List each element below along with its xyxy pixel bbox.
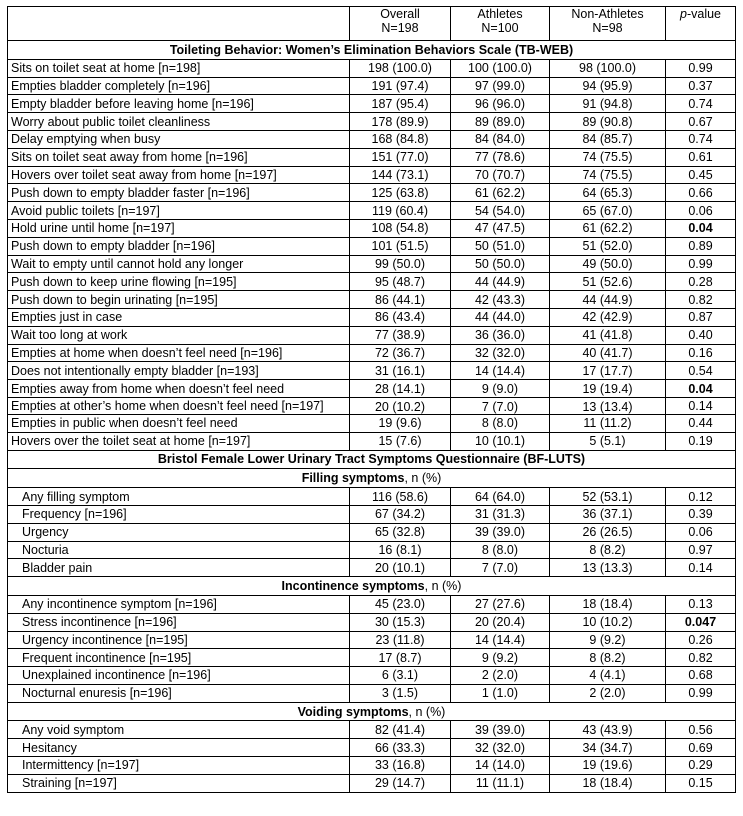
- table-row: [8, 273, 736, 291]
- athletes-value: 96 (96.0): [451, 95, 550, 113]
- subsection-title-unit: , n (%): [424, 579, 462, 593]
- overall-value: 116 (58.6): [350, 488, 451, 506]
- p-value: 0.19: [666, 432, 736, 450]
- row-label: Sits on toilet seat at home [n=198]: [8, 59, 350, 77]
- section-title: Toileting Behavior: Women’s Elimination Behaviors Scale (TB-WEB): [8, 41, 736, 60]
- results-table: [7, 6, 736, 793]
- overall-value: 20 (10.2): [350, 397, 451, 414]
- row-label: Push down to keep urine flowing [n=195]: [8, 273, 350, 291]
- table-row: [8, 414, 736, 432]
- p-value: 0.74: [666, 130, 736, 148]
- athletes-value: 8 (8.0): [451, 414, 550, 432]
- row-label: Worry about public toilet cleanliness: [8, 113, 350, 131]
- nonathletes-value: 65 (67.0): [550, 202, 666, 220]
- p-value: 0.14: [666, 397, 736, 414]
- p-value: 0.04: [666, 219, 736, 237]
- athletes-value: 9 (9.2): [451, 649, 550, 667]
- nonathletes-value: 4 (4.1): [550, 667, 666, 685]
- header-overall: Overall N=198: [350, 7, 451, 41]
- row-label: Sits on toilet seat away from home [n=196]: [8, 148, 350, 166]
- p-value: 0.16: [666, 344, 736, 362]
- p-value: 0.39: [666, 505, 736, 523]
- row-label: Nocturnal enuresis [n=196]: [8, 684, 350, 702]
- athletes-value: 9 (9.0): [451, 380, 550, 398]
- p-value: 0.06: [666, 202, 736, 220]
- overall-value: 125 (63.8): [350, 184, 451, 202]
- nonathletes-value: 8 (8.2): [550, 541, 666, 559]
- nonathletes-value: 10 (10.2): [550, 613, 666, 631]
- overall-value: 108 (54.8): [350, 219, 451, 237]
- overall-value: 19 (9.6): [350, 414, 451, 432]
- p-value: 0.12: [666, 488, 736, 506]
- overall-value: 33 (16.8): [350, 757, 451, 775]
- row-label: Nocturia: [8, 541, 350, 559]
- nonathletes-value: 40 (41.7): [550, 344, 666, 362]
- p-value: 0.047: [666, 613, 736, 631]
- p-value: 0.67: [666, 113, 736, 131]
- nonathletes-value: 19 (19.4): [550, 380, 666, 398]
- table-row: [8, 684, 736, 702]
- table-row: [8, 721, 736, 739]
- subsection-title-bold: Filling symptoms: [301, 471, 405, 486]
- row-label: Intermittency [n=197]: [8, 757, 350, 775]
- row-label: Urgency incontinence [n=195]: [8, 631, 350, 649]
- header-pvalue: p-value: [666, 7, 736, 41]
- overall-value: 82 (41.4): [350, 721, 451, 739]
- p-value: 0.82: [666, 649, 736, 667]
- subsection-title-unit: , n (%): [404, 471, 442, 486]
- p-value: 0.89: [666, 237, 736, 255]
- athletes-value: 44 (44.0): [451, 308, 550, 326]
- overall-value: 30 (15.3): [350, 613, 451, 631]
- p-value: 0.13: [666, 595, 736, 613]
- subsection-title: [8, 577, 736, 596]
- table-row: [8, 397, 736, 414]
- nonathletes-value: 5 (5.1): [550, 432, 666, 450]
- row-label: Any filling symptom: [8, 488, 350, 506]
- overall-value: 20 (10.1): [350, 559, 451, 577]
- p-value: 0.99: [666, 684, 736, 702]
- nonathletes-value: 74 (75.5): [550, 148, 666, 166]
- table-row: [8, 667, 736, 685]
- p-value: 0.40: [666, 326, 736, 344]
- nonathletes-value: 34 (34.7): [550, 739, 666, 757]
- row-label: Hovers over toilet seat away from home [n=197]: [8, 166, 350, 184]
- nonathletes-value: 8 (8.2): [550, 649, 666, 667]
- row-label: Avoid public toilets [n=197]: [8, 202, 350, 220]
- athletes-value: 10 (10.1): [451, 432, 550, 450]
- p-value: 0.99: [666, 59, 736, 77]
- athletes-value: 61 (62.2): [451, 184, 550, 202]
- overall-value: 77 (38.9): [350, 326, 451, 344]
- p-value: 0.74: [666, 95, 736, 113]
- table-row: [8, 505, 736, 523]
- overall-value: 29 (14.7): [350, 774, 451, 792]
- p-value: 0.87: [666, 308, 736, 326]
- athletes-value: 84 (84.0): [451, 130, 550, 148]
- row-label: Empties away from home when doesn’t feel need: [8, 380, 350, 398]
- row-label: Push down to begin urinating [n=195]: [8, 291, 350, 309]
- p-value: 0.61: [666, 148, 736, 166]
- overall-value: 101 (51.5): [350, 237, 451, 255]
- athletes-value: 14 (14.4): [451, 631, 550, 649]
- row-label: Hold urine until home [n=197]: [8, 219, 350, 237]
- table-row: [8, 148, 736, 166]
- p-value: 0.26: [666, 631, 736, 649]
- row-label: Empties in public when doesn’t feel need: [8, 414, 350, 432]
- table-row: [8, 595, 736, 613]
- table-row: [8, 559, 736, 577]
- subsection-header-row: [8, 577, 736, 596]
- nonathletes-value: 36 (37.1): [550, 505, 666, 523]
- p-value: 0.37: [666, 77, 736, 95]
- p-value: 0.44: [666, 414, 736, 432]
- table-row: [8, 739, 736, 757]
- row-label: Empty bladder before leaving home [n=196]: [8, 95, 350, 113]
- athletes-value: 47 (47.5): [451, 219, 550, 237]
- p-value: 0.28: [666, 273, 736, 291]
- nonathletes-value: 13 (13.3): [550, 559, 666, 577]
- nonathletes-value: 98 (100.0): [550, 59, 666, 77]
- overall-value: 198 (100.0): [350, 59, 451, 77]
- p-value: 0.97: [666, 541, 736, 559]
- table-row: [8, 59, 736, 77]
- table-row: [8, 219, 736, 237]
- athletes-value: 64 (64.0): [451, 488, 550, 506]
- table-row: [8, 184, 736, 202]
- overall-value: 95 (48.7): [350, 273, 451, 291]
- table-row: [8, 291, 736, 309]
- row-label: Stress incontinence [n=196]: [8, 613, 350, 631]
- subsection-header-row: [8, 469, 736, 488]
- p-value: 0.06: [666, 523, 736, 541]
- athletes-value: 44 (44.9): [451, 273, 550, 291]
- overall-value: 99 (50.0): [350, 255, 451, 273]
- nonathletes-value: 2 (2.0): [550, 684, 666, 702]
- p-value: 0.54: [666, 362, 736, 380]
- subsection-title: [8, 469, 736, 488]
- row-label: Bladder pain: [8, 559, 350, 577]
- overall-value: 72 (36.7): [350, 344, 451, 362]
- overall-value: 144 (73.1): [350, 166, 451, 184]
- row-label: Push down to empty bladder [n=196]: [8, 237, 350, 255]
- overall-value: 65 (32.8): [350, 523, 451, 541]
- section-header-row: [8, 41, 736, 60]
- nonathletes-value: 43 (43.9): [550, 721, 666, 739]
- table-row: [8, 541, 736, 559]
- overall-value: 66 (33.3): [350, 739, 451, 757]
- nonathletes-value: 84 (85.7): [550, 130, 666, 148]
- overall-value: 86 (44.1): [350, 291, 451, 309]
- header-label-cell: [8, 7, 350, 41]
- nonathletes-value: 91 (94.8): [550, 95, 666, 113]
- p-value: 0.99: [666, 255, 736, 273]
- row-label: Frequent incontinence [n=195]: [8, 649, 350, 667]
- table-row: [8, 237, 736, 255]
- overall-value: 6 (3.1): [350, 667, 451, 685]
- subsection-title: [8, 702, 736, 721]
- p-value: 0.29: [666, 757, 736, 775]
- p-value: 0.68: [666, 667, 736, 685]
- athletes-value: 36 (36.0): [451, 326, 550, 344]
- table-row: [8, 362, 736, 380]
- overall-value: 187 (95.4): [350, 95, 451, 113]
- table-row: [8, 488, 736, 506]
- table-row: [8, 757, 736, 775]
- athletes-value: 32 (32.0): [451, 344, 550, 362]
- table-row: [8, 255, 736, 273]
- table-row: [8, 344, 736, 362]
- overall-value: 168 (84.8): [350, 130, 451, 148]
- table-row: [8, 432, 736, 450]
- subsection-title-unit: , n (%): [408, 704, 446, 719]
- table-body: [8, 41, 736, 793]
- athletes-value: 7 (7.0): [451, 559, 550, 577]
- athletes-value: 50 (51.0): [451, 237, 550, 255]
- nonathletes-value: 42 (42.9): [550, 308, 666, 326]
- row-label: Any incontinence symptom [n=196]: [8, 595, 350, 613]
- overall-value: 67 (34.2): [350, 505, 451, 523]
- table-row: [8, 77, 736, 95]
- overall-value: 191 (97.4): [350, 77, 451, 95]
- nonathletes-value: 11 (11.2): [550, 414, 666, 432]
- p-value: 0.56: [666, 721, 736, 739]
- subsection-title-bold: Incontinence symptoms: [281, 579, 425, 593]
- athletes-value: 8 (8.0): [451, 541, 550, 559]
- header-nonathletes: Non-Athletes N=98: [550, 7, 666, 41]
- athletes-value: 14 (14.0): [451, 757, 550, 775]
- athletes-value: 100 (100.0): [451, 59, 550, 77]
- overall-value: 119 (60.4): [350, 202, 451, 220]
- table-row: [8, 631, 736, 649]
- row-label: Empties at home when doesn’t feel need [n=196]: [8, 344, 350, 362]
- nonathletes-value: 51 (52.0): [550, 237, 666, 255]
- nonathletes-value: 52 (53.1): [550, 488, 666, 506]
- athletes-value: 32 (32.0): [451, 739, 550, 757]
- overall-value: 151 (77.0): [350, 148, 451, 166]
- row-label: Urgency: [8, 523, 350, 541]
- table-row: [8, 166, 736, 184]
- nonathletes-value: 89 (90.8): [550, 113, 666, 131]
- table-row: [8, 113, 736, 131]
- p-value: 0.14: [666, 559, 736, 577]
- row-label: Push down to empty bladder faster [n=196]: [8, 184, 350, 202]
- subsection-title-bold: Voiding symptoms: [297, 704, 409, 719]
- p-value: 0.15: [666, 774, 736, 792]
- table-row: [8, 202, 736, 220]
- overall-value: 86 (43.4): [350, 308, 451, 326]
- overall-value: 17 (8.7): [350, 649, 451, 667]
- p-value: 0.69: [666, 739, 736, 757]
- nonathletes-value: 26 (26.5): [550, 523, 666, 541]
- table-row: [8, 95, 736, 113]
- section-title: Bristol Female Lower Urinary Tract Symptoms Questionnaire (BF-LUTS): [8, 450, 736, 469]
- athletes-value: 11 (11.1): [451, 774, 550, 792]
- athletes-value: 42 (43.3): [451, 291, 550, 309]
- athletes-value: 70 (70.7): [451, 166, 550, 184]
- nonathletes-value: 9 (9.2): [550, 631, 666, 649]
- header-row: [8, 7, 736, 41]
- row-label: Hovers over the toilet seat at home [n=197]: [8, 432, 350, 450]
- row-label: Wait too long at work: [8, 326, 350, 344]
- athletes-value: 39 (39.0): [451, 523, 550, 541]
- nonathletes-value: 94 (95.9): [550, 77, 666, 95]
- athletes-value: 20 (20.4): [451, 613, 550, 631]
- row-label: Does not intentionally empty bladder [n=193]: [8, 362, 350, 380]
- athletes-value: 7 (7.0): [451, 397, 550, 414]
- subsection-header-row: [8, 702, 736, 721]
- overall-value: 16 (8.1): [350, 541, 451, 559]
- row-label: Empties bladder completely [n=196]: [8, 77, 350, 95]
- nonathletes-value: 49 (50.0): [550, 255, 666, 273]
- p-value: 0.66: [666, 184, 736, 202]
- athletes-value: 97 (99.0): [451, 77, 550, 95]
- table-row: [8, 523, 736, 541]
- row-label: Straining [n=197]: [8, 774, 350, 792]
- table-row: [8, 326, 736, 344]
- athletes-value: 1 (1.0): [451, 684, 550, 702]
- athletes-value: 89 (89.0): [451, 113, 550, 131]
- athletes-value: 2 (2.0): [451, 667, 550, 685]
- row-label: Hesitancy: [8, 739, 350, 757]
- row-label: Any void symptom: [8, 721, 350, 739]
- row-label: Unexplained incontinence [n=196]: [8, 667, 350, 685]
- overall-value: 28 (14.1): [350, 380, 451, 398]
- nonathletes-value: 74 (75.5): [550, 166, 666, 184]
- section-header-row: [8, 450, 736, 469]
- overall-value: 3 (1.5): [350, 684, 451, 702]
- athletes-value: 50 (50.0): [451, 255, 550, 273]
- nonathletes-value: 51 (52.6): [550, 273, 666, 291]
- table-row: [8, 649, 736, 667]
- athletes-value: 54 (54.0): [451, 202, 550, 220]
- overall-value: 15 (7.6): [350, 432, 451, 450]
- nonathletes-value: 64 (65.3): [550, 184, 666, 202]
- header-athletes: Athletes N=100: [451, 7, 550, 41]
- nonathletes-value: 18 (18.4): [550, 595, 666, 613]
- overall-value: 23 (11.8): [350, 631, 451, 649]
- athletes-value: 31 (31.3): [451, 505, 550, 523]
- overall-value: 31 (16.1): [350, 362, 451, 380]
- nonathletes-value: 17 (17.7): [550, 362, 666, 380]
- row-label: Frequency [n=196]: [8, 505, 350, 523]
- table-row: [8, 130, 736, 148]
- table-row: [8, 380, 736, 398]
- nonathletes-value: 41 (41.8): [550, 326, 666, 344]
- overall-value: 178 (89.9): [350, 113, 451, 131]
- table-row: [8, 308, 736, 326]
- row-label: Empties at other’s home when doesn’t feel need [n=197]: [8, 397, 350, 414]
- row-label: Wait to empty until cannot hold any longer: [8, 255, 350, 273]
- nonathletes-value: 18 (18.4): [550, 774, 666, 792]
- athletes-value: 27 (27.6): [451, 595, 550, 613]
- p-value: 0.45: [666, 166, 736, 184]
- p-value: 0.82: [666, 291, 736, 309]
- nonathletes-value: 61 (62.2): [550, 219, 666, 237]
- nonathletes-value: 13 (13.4): [550, 397, 666, 414]
- table-row: [8, 774, 736, 792]
- nonathletes-value: 44 (44.9): [550, 291, 666, 309]
- overall-value: 45 (23.0): [350, 595, 451, 613]
- row-label: Empties just in case: [8, 308, 350, 326]
- athletes-value: 39 (39.0): [451, 721, 550, 739]
- athletes-value: 14 (14.4): [451, 362, 550, 380]
- p-value: 0.04: [666, 380, 736, 398]
- table-row: [8, 613, 736, 631]
- nonathletes-value: 19 (19.6): [550, 757, 666, 775]
- row-label: Delay emptying when busy: [8, 130, 350, 148]
- athletes-value: 77 (78.6): [451, 148, 550, 166]
